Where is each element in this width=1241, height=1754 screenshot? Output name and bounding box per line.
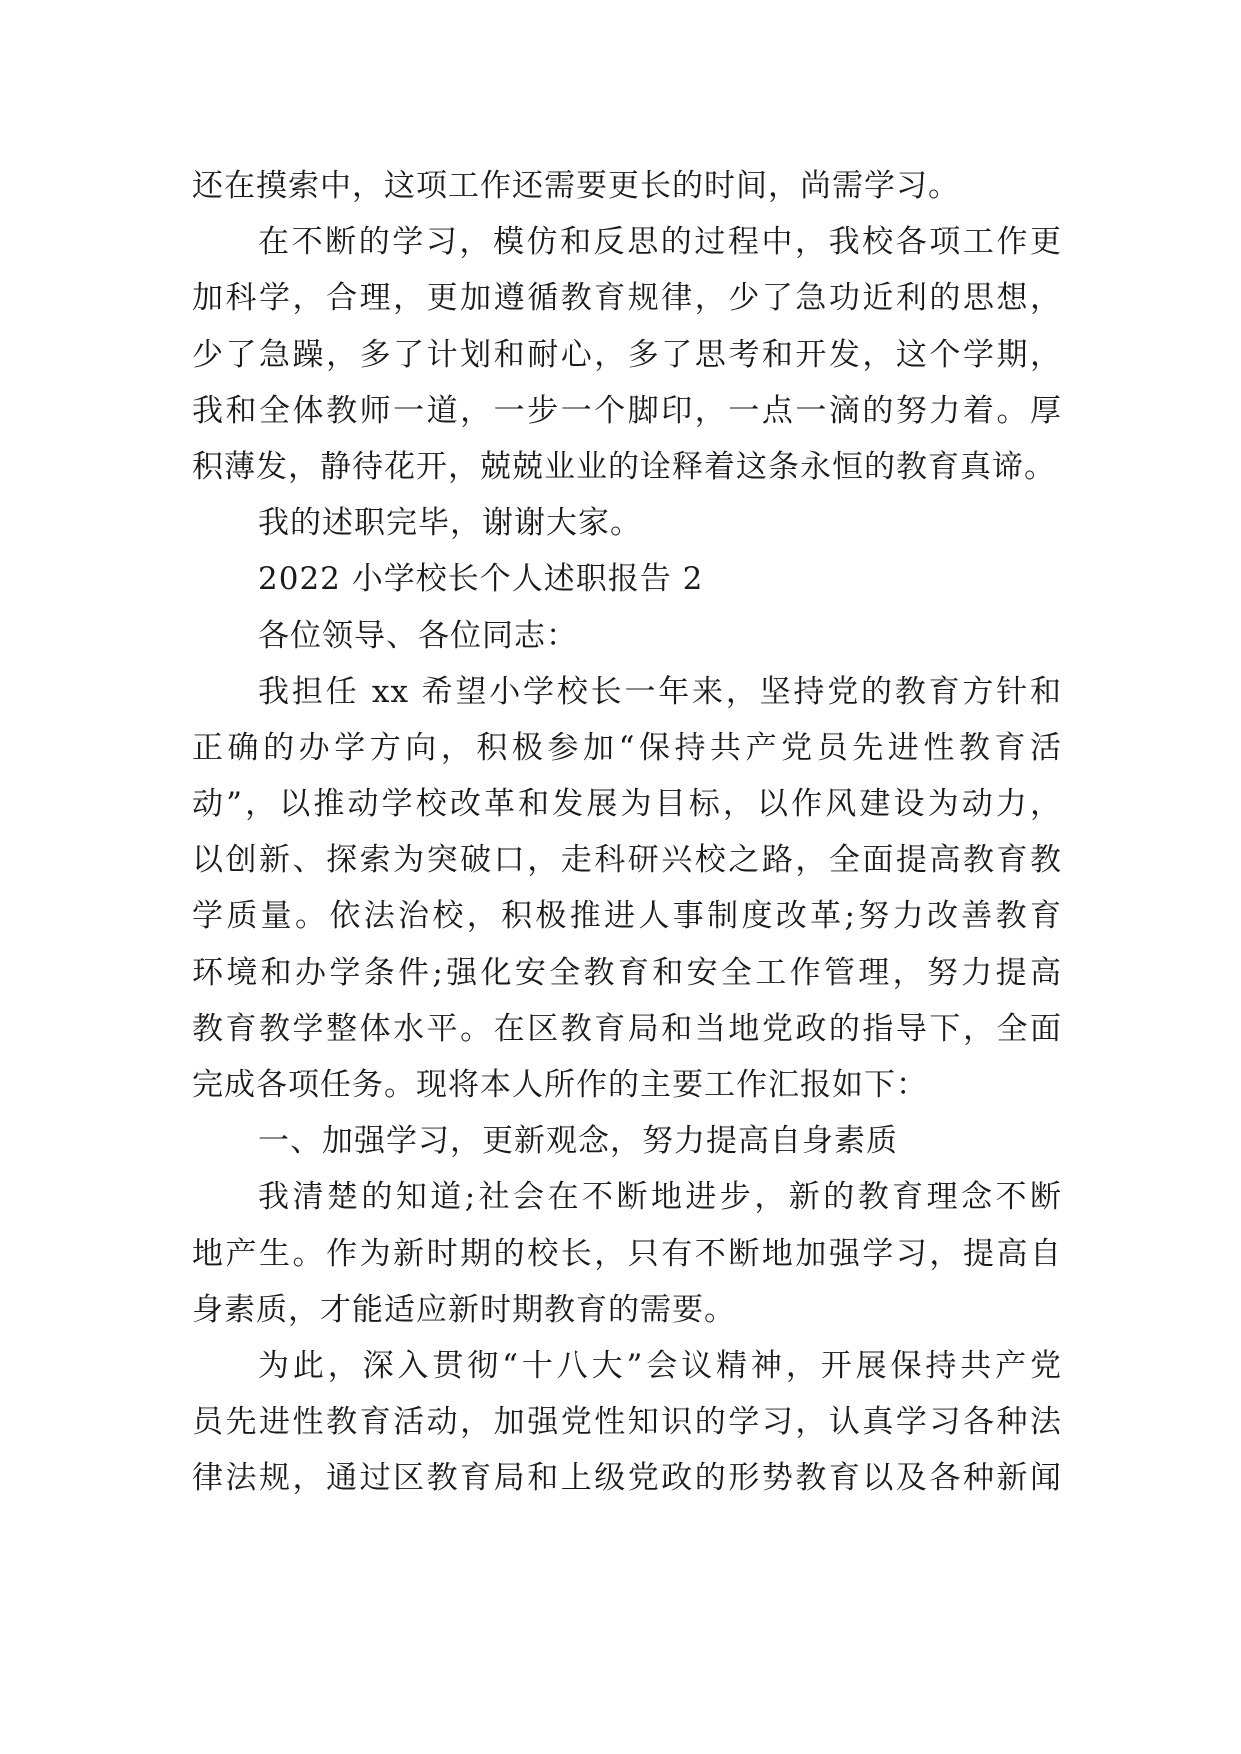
- text-line: 我的述职完毕，谢谢大家。: [258, 505, 642, 542]
- text-line: 为此，深入贯彻“十八大”会议精神，开展保持共产党: [258, 1347, 1062, 1384]
- text-line: 动”，以推动学校改革和发展为目标，以作风建设为动力，: [192, 786, 1062, 823]
- text-line: 我清楚的知道;社会在不断地进步，新的教育理念不断: [258, 1179, 1062, 1216]
- text-line: 正确的办学方向，积极参加“保持共产党员先进性教育活: [192, 729, 1062, 766]
- text-line: 身素质，才能适应新时期教育的需要。: [192, 1291, 736, 1328]
- text-line: 加科学，合理，更加遵循教育规律，少了急功近利的思想，: [192, 280, 1062, 317]
- text-line: 以创新、探索为突破口，走科研兴校之路，全面提高教育教: [192, 842, 1062, 879]
- text-line: 地产生。作为新时期的校长，只有不断地加强学习，提高自: [192, 1235, 1062, 1272]
- text-line: 员先进性教育活动，加强党性知识的学习，认真学习各种法: [192, 1404, 1062, 1441]
- text-line: 积薄发，静待花开，兢兢业业的诠释着这条永恒的教育真谛。: [192, 448, 1056, 485]
- text-line: 学质量。依法治校，积极推进人事制度改革;努力改善教育: [192, 898, 1062, 935]
- text-line: 律法规，通过区教育局和上级党政的形势教育以及各种新闻: [192, 1460, 1062, 1497]
- text-line: 完成各项任务。现将本人所作的主要工作汇报如下：: [192, 1067, 928, 1103]
- text-line: 我和全体教师一道，一步一个脚印，一点一滴的努力着。厚: [192, 392, 1062, 429]
- salutation: 各位领导、各位同志：: [258, 617, 578, 654]
- text-line: 在不断的学习，模仿和反思的过程中，我校各项工作更: [258, 224, 1062, 261]
- text-line: 教育教学整体水平。在区教育局和当地党政的指导下，全面: [192, 1010, 1062, 1047]
- text-line: 环境和办学条件;强化安全教育和安全工作管理，努力提高: [192, 954, 1062, 991]
- text-line: 我担任 xx 希望小学校长一年来，坚持党的教育方针和: [258, 673, 1062, 710]
- section-heading: 一、加强学习，更新观念，努力提高自身素质: [258, 1123, 898, 1160]
- text-line: 少了急躁，多了计划和耐心，多了思考和开发，这个学期，: [192, 336, 1062, 373]
- document-body: [192, 158, 1062, 1507]
- text-line: 还在摸索中，这项工作还需要更长的时间，尚需学习。: [192, 168, 960, 204]
- report-heading: 2022 小学校长个人述职报告 2: [258, 561, 704, 598]
